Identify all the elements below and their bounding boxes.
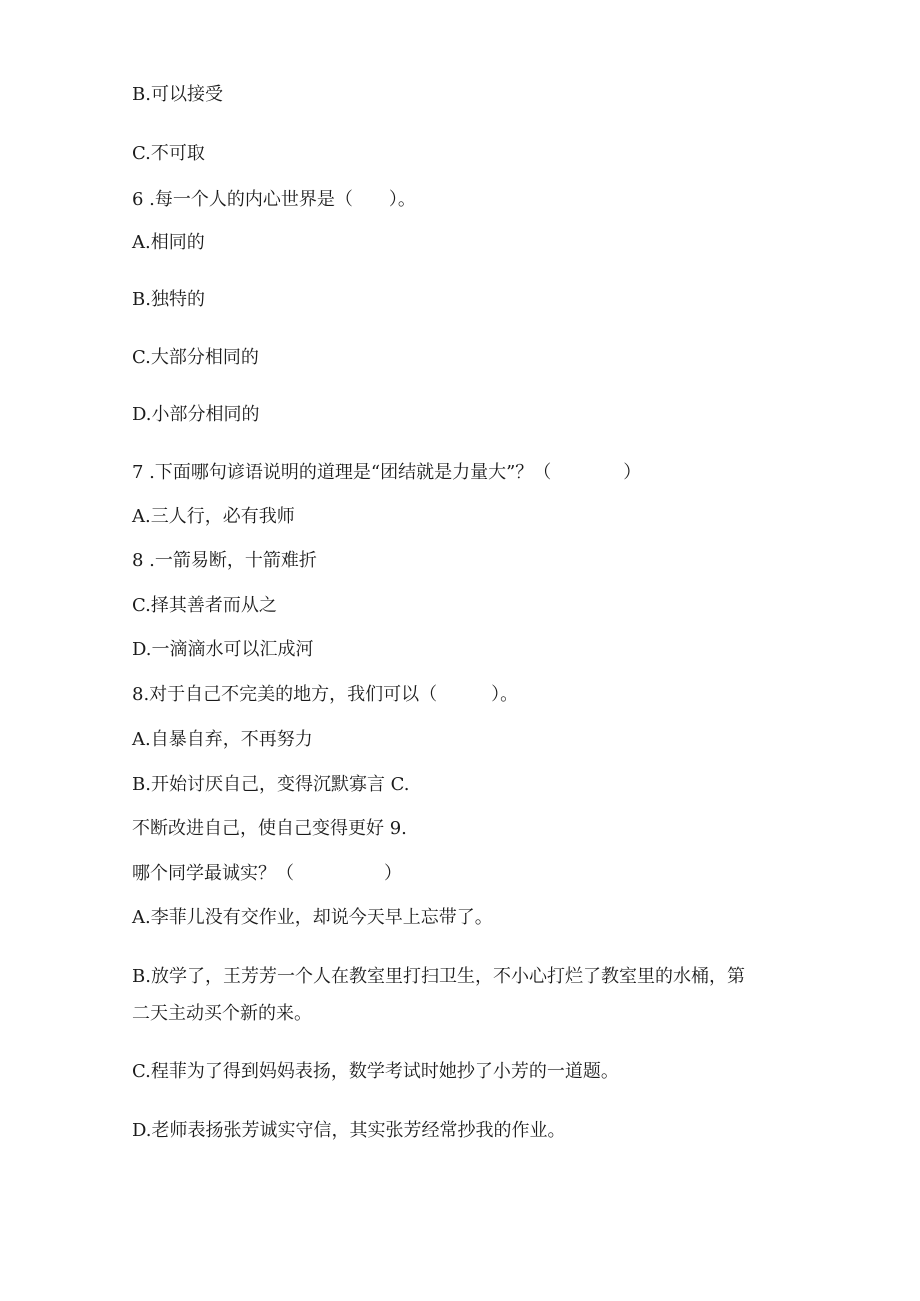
option-8a: A.自暴自弃，不再努力 xyxy=(132,729,313,750)
option-6b: B.独特的 xyxy=(132,289,205,310)
question-7: 7 .下面哪句谚语说明的道理是“团结就是力量大”？（ ） xyxy=(132,462,642,483)
option-6c: C.大部分相同的 xyxy=(132,347,259,368)
option-7a: A.三人行，必有我师 xyxy=(132,506,295,527)
option-5b: B.可以接受 xyxy=(132,84,223,105)
question-9: 哪个同学最诚实？（ ） xyxy=(132,863,402,884)
option-5c: C.不可取 xyxy=(132,143,205,164)
option-7b: 8 .一箭易断，十箭难折 xyxy=(132,550,317,571)
option-9b-line1: B.放学了，王芳芳一个人在教室里打扫卫生，不小心打烂了教室里的水桶，第 xyxy=(132,966,745,987)
option-7d: D.一滴滴水可以汇成河 xyxy=(132,639,314,660)
option-6d: D.小部分相同的 xyxy=(132,404,260,425)
question-8: 8.对于自己不完美的地方，我们可以（ ）。 xyxy=(132,684,519,705)
option-9c: C.程菲为了得到妈妈表扬，数学考试时她抄了小芳的一道题。 xyxy=(132,1061,619,1082)
option-7c: C.择其善者而从之 xyxy=(132,595,277,616)
option-9d: D.老师表扬张芳诚实守信，其实张芳经常抄我的作业。 xyxy=(132,1120,566,1141)
question-6: 6 .每一个人的内心世界是（ ）。 xyxy=(132,189,416,210)
option-6a: A.相同的 xyxy=(132,232,205,253)
option-8c: 不断改进自己，使自己变得更好 9. xyxy=(132,818,407,839)
option-9b-line2: 二天主动买个新的来。 xyxy=(132,1003,312,1024)
option-8b: B.开始讨厌自己，变得沉默寡言 C. xyxy=(132,774,410,795)
option-9a: A.李菲儿没有交作业，却说今天早上忘带了。 xyxy=(132,907,493,928)
